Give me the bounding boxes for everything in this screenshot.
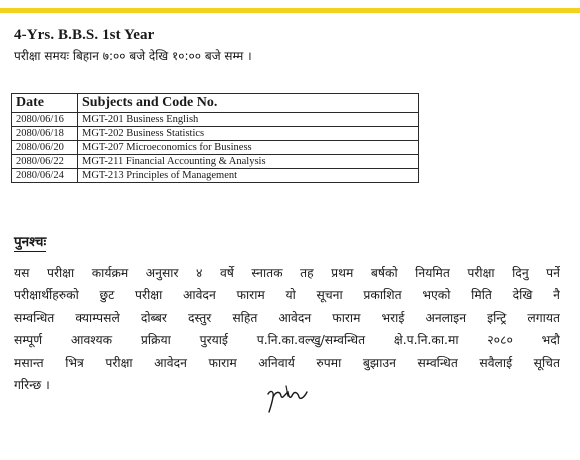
table-row <box>12 141 419 155</box>
subject-cell: MGT-207 Microeconomics for Business <box>78 141 419 155</box>
notice-line: सम्पूर्ण आवश्यक प्रक्रिया पुरयाई प.नि.का.वल्खु/सम्वन्धित क्षे.प.नि.का.मा २०८० भदौ <box>14 333 560 348</box>
notice-line: गरिन्छ । <box>14 378 50 393</box>
notice-line: मसान्त भित्र परीक्षा आवेदन फाराम अनिवार्य रुपमा बुझाउन सम्वन्धित सवैलाई सूचित <box>14 355 560 370</box>
exam-date-cell: 2080/06/18 <box>12 127 78 141</box>
exam-date-cell: 2080/06/24 <box>12 169 78 183</box>
exam-schedule-table <box>11 93 419 183</box>
notice-line: सम्वन्धित क्याम्पसले दोब्बर दस्तुर सहित आवेदन फाराम भराई अनलाइन इन्ट्रि लगायत <box>14 310 560 325</box>
exam-date-cell: 2080/06/20 <box>12 141 78 155</box>
subject-cell: MGT-213 Principles of Management <box>78 169 419 183</box>
table-row <box>12 155 419 169</box>
exam-date-cell: 2080/06/22 <box>12 155 78 169</box>
notice-line: परीक्षार्थीहरुको छुट परीक्षा आवेदन फाराम यो सूचना प्रकाशित भएको मिति देखि नै <box>14 288 560 303</box>
exam-time-text: परीक्षा समयः बिहान ७:०० बजे देखि १०:०० बजे सम्म । <box>14 49 252 63</box>
program-title: 4-Yrs. B.B.S. 1st Year <box>14 27 155 43</box>
table-row <box>12 169 419 183</box>
column-header-date: Date <box>12 94 78 113</box>
subject-cell: MGT-202 Business Statistics <box>78 127 419 141</box>
exam-date-cell: 2080/06/16 <box>12 113 78 127</box>
table-header-row <box>12 94 419 113</box>
notice-paragraph <box>14 262 560 396</box>
notice-line: यस परीक्षा कार्यक्रम अनुसार ४ वर्षे स्नातक तह प्रथम बर्षको नियमित परीक्षा दिनु पर्ने <box>14 266 560 280</box>
top-accent-rule <box>0 8 580 13</box>
table-row <box>12 113 419 127</box>
table-row <box>12 127 419 141</box>
subject-cell: MGT-201 Business English <box>78 113 419 127</box>
handwritten-signature <box>262 382 310 414</box>
postscript-heading: पुनश्चः <box>14 234 47 250</box>
column-header-subject: Subjects and Code No. <box>78 94 419 113</box>
subject-cell: MGT-211 Financial Accounting & Analysis <box>78 155 419 169</box>
